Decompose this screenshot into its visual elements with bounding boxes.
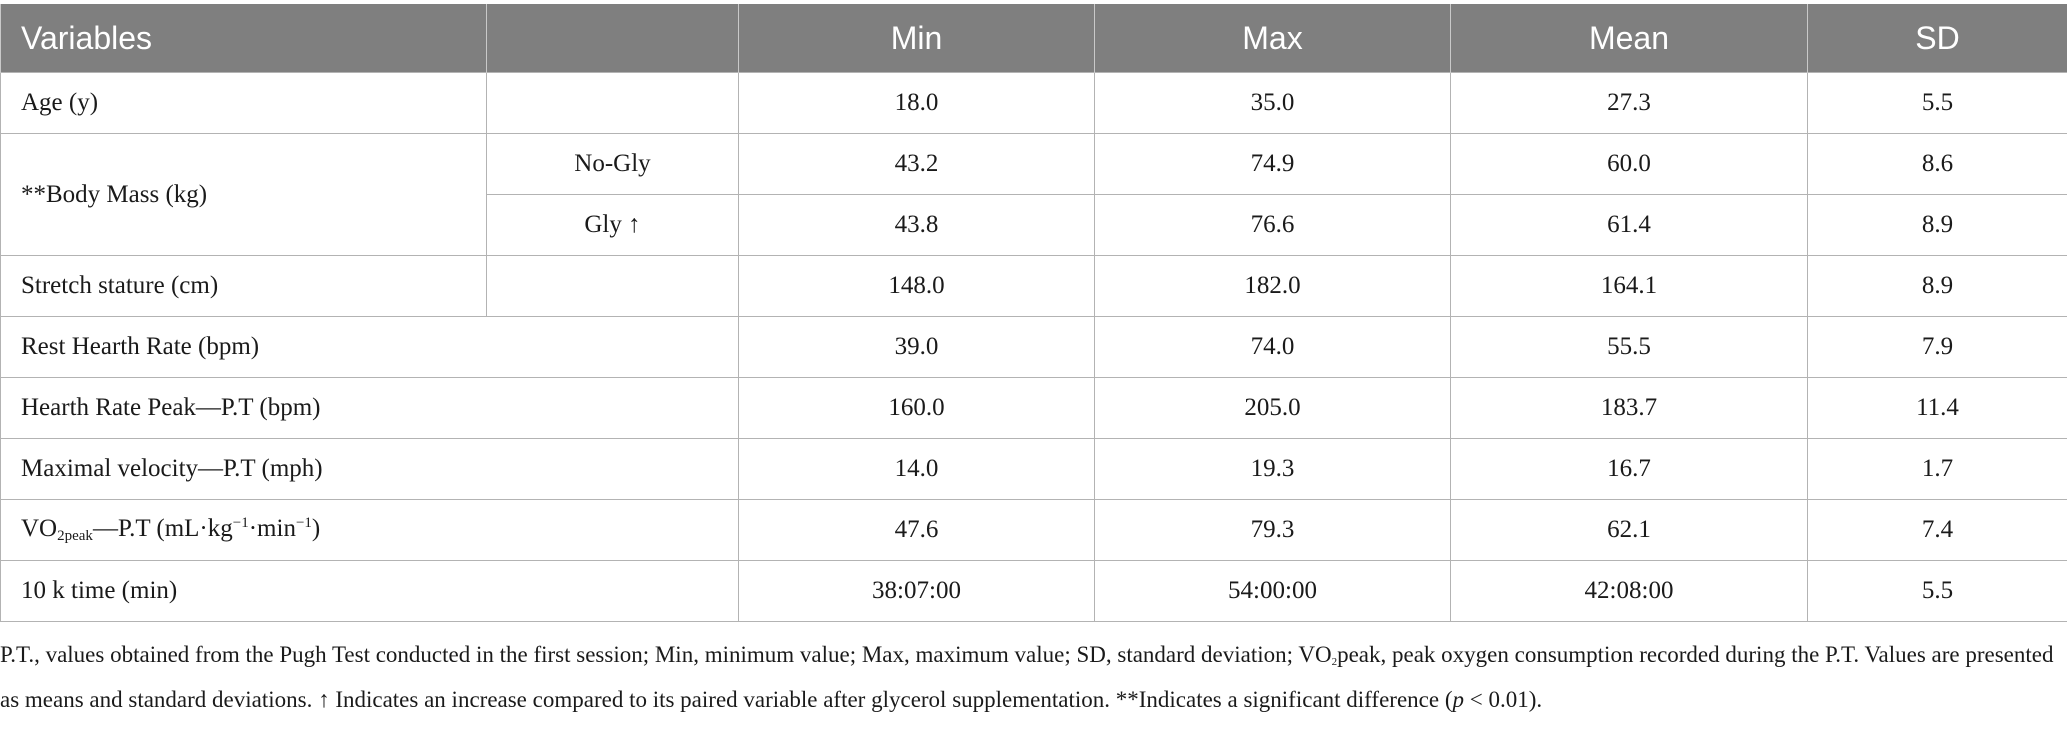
empty-cell: [487, 73, 739, 134]
row-label: Maximal velocity—P.T (mph): [1, 439, 739, 500]
header-sd: SD: [1808, 4, 2067, 73]
cell-mean: 62.1: [1451, 500, 1808, 561]
cell-max: 79.3: [1095, 500, 1451, 561]
header-variables: Variables: [1, 4, 487, 73]
header-mean: Mean: [1451, 4, 1808, 73]
table-footnote: [0, 636, 2060, 718]
vo2-exp2: −1: [295, 515, 312, 531]
cell-min: 43.8: [739, 195, 1095, 256]
cell-min: 14.0: [739, 439, 1095, 500]
cell-sd: 11.4: [1808, 378, 2067, 439]
footnote-part3: < 0.01).: [1463, 687, 1543, 712]
table-row: [1, 439, 2067, 500]
cell-max: 205.0: [1095, 378, 1451, 439]
table-row: [1, 256, 2067, 317]
cell-max: 19.3: [1095, 439, 1451, 500]
cell-max: 35.0: [1095, 73, 1451, 134]
cell-mean: 16.7: [1451, 439, 1808, 500]
vo2-label-main: VO: [21, 515, 58, 542]
cell-max: 74.9: [1095, 134, 1451, 195]
vo2-exp1: −1: [232, 515, 249, 531]
row-label: Rest Hearth Rate (bpm): [1, 317, 739, 378]
cell-mean: 55.5: [1451, 317, 1808, 378]
cell-min: 18.0: [739, 73, 1095, 134]
header-subgroup: [487, 4, 739, 73]
cell-min: 160.0: [739, 378, 1095, 439]
footnote-part1: P.T., values obtained from the Pugh Test conducted in the first session; Min, minimum value; Max, maximum value; SD, standard deviation; VO: [0, 642, 1332, 667]
cell-mean: 183.7: [1451, 378, 1808, 439]
table-row: [1, 500, 2067, 561]
table-row: [1, 73, 2067, 134]
cell-max: 54:00:00: [1095, 561, 1451, 622]
cell-min: 38:07:00: [739, 561, 1095, 622]
table-row: [1, 378, 2067, 439]
cell-mean: 61.4: [1451, 195, 1808, 256]
cell-sd: 7.4: [1808, 500, 2067, 561]
cell-mean: 42:08:00: [1451, 561, 1808, 622]
cell-mean: 164.1: [1451, 256, 1808, 317]
footnote-text: [0, 636, 2060, 718]
cell-min: 148.0: [739, 256, 1095, 317]
cell-sd: 8.9: [1808, 256, 2067, 317]
cell-min: 43.2: [739, 134, 1095, 195]
cell-min: 47.6: [739, 500, 1095, 561]
table-row: [1, 561, 2067, 622]
footnote-p: p: [1452, 687, 1464, 712]
subgroup-label: No-Gly: [487, 134, 739, 195]
vo2-label-sub: 2peak: [57, 528, 93, 544]
row-label: 10 k time (min): [1, 561, 739, 622]
cell-sd: 5.5: [1808, 561, 2067, 622]
cell-sd: 7.9: [1808, 317, 2067, 378]
row-label: Stretch stature (cm): [1, 256, 487, 317]
cell-sd: 8.6: [1808, 134, 2067, 195]
header-max: Max: [1095, 4, 1451, 73]
vo2-label-mid: —P.T (mL·kg: [92, 515, 233, 542]
cell-min: 39.0: [739, 317, 1095, 378]
cell-sd: 1.7: [1808, 439, 2067, 500]
cell-sd: 5.5: [1808, 73, 2067, 134]
row-label: Age (y): [1, 73, 487, 134]
cell-mean: 60.0: [1451, 134, 1808, 195]
data-table-container: [0, 4, 2067, 622]
row-label-vo2: [1, 500, 739, 561]
footnote-sub: 2: [1331, 656, 1338, 668]
data-table: [0, 4, 2067, 622]
vo2-label-end: ): [311, 515, 321, 542]
header-min: Min: [739, 4, 1095, 73]
footnote-part2: peak, peak oxygen consumption recorded during the P.T. Values are presented as means and standard deviations. ↑ Indicates an increase compared to its paired variable after glycerol supplementation. **Indicates a significant difference (: [0, 642, 2054, 712]
empty-cell: [487, 256, 739, 317]
header-row: [1, 4, 2067, 73]
row-label: **Body Mass (kg): [1, 134, 487, 256]
cell-mean: 27.3: [1451, 73, 1808, 134]
cell-max: 182.0: [1095, 256, 1451, 317]
cell-max: 76.6: [1095, 195, 1451, 256]
cell-max: 74.0: [1095, 317, 1451, 378]
row-label: Hearth Rate Peak—P.T (bpm): [1, 378, 739, 439]
subgroup-label: Gly ↑: [487, 195, 739, 256]
vo2-label-dot: ·min: [248, 515, 296, 542]
table-row: [1, 317, 2067, 378]
table-row: [1, 134, 2067, 195]
cell-sd: 8.9: [1808, 195, 2067, 256]
